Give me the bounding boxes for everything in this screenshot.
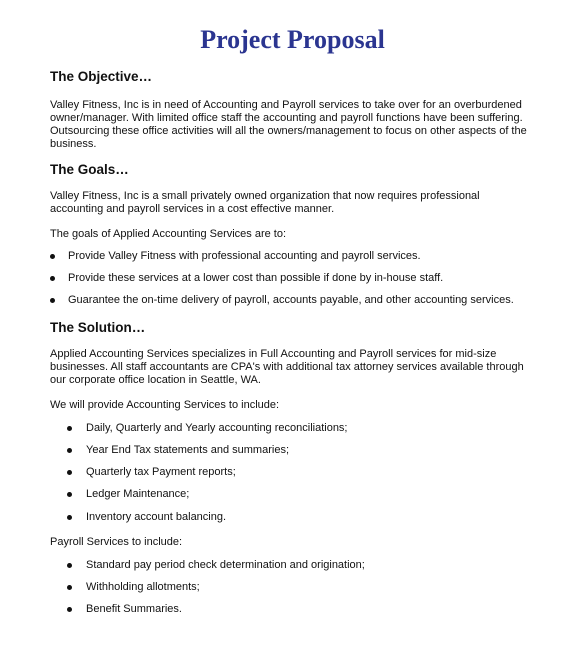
solution-line: businesses. All staff accountants are CPA's with additional tax attorney services available through — [50, 361, 524, 373]
solution-heading: The Solution… — [50, 320, 146, 335]
goals-intro: The goals of Applied Accounting Services are to: — [50, 228, 287, 240]
goals-bullet: Provide these services at a lower cost than possible if done by in-house staff. — [68, 272, 444, 284]
goals-bullet: Provide Valley Fitness with professional accounting and payroll services. — [68, 250, 421, 262]
accounting-bullet: Year End Tax statements and summaries; — [86, 444, 289, 456]
bullet-dot — [67, 492, 72, 497]
payroll-intro: Payroll Services to include: — [50, 536, 183, 548]
objective-line: Valley Fitness, Inc is in need of Accounting and Payroll services to take over for an overburdened — [50, 99, 522, 111]
accounting-bullet: Inventory account balancing. — [86, 511, 227, 523]
bullet-dot — [50, 298, 55, 303]
payroll-bullet: Withholding allotments; — [86, 581, 200, 593]
accounting-bullet: Daily, Quarterly and Yearly accounting reconciliations; — [86, 422, 348, 434]
goals-line: accounting and payroll services in a cost effective manner. — [50, 203, 335, 215]
document-title: Project Proposal — [200, 25, 385, 54]
solution-line: our corporate office location in Seattle, WA. — [50, 374, 261, 386]
solution-line: Applied Accounting Services specializes in Full Accounting and Payroll services for mid-size — [50, 348, 497, 360]
bullet-dot — [67, 448, 72, 453]
bullet-dot — [67, 607, 72, 612]
bullet-dot — [67, 563, 72, 568]
goals-paragraph — [50, 190, 550, 216]
goals-heading: The Goals… — [50, 162, 129, 177]
objective-heading: The Objective… — [50, 69, 153, 84]
objective-paragraph — [50, 99, 550, 151]
bullet-dot — [67, 585, 72, 590]
goals-line: Valley Fitness, Inc is a small privately owned organization that now requires professional — [50, 190, 480, 202]
objective-line: Outsourcing these office activities will all the owners/management to focus on other aspects of the — [50, 125, 527, 137]
payroll-bullet: Benefit Summaries. — [86, 603, 182, 615]
bullet-dot — [50, 254, 55, 259]
goals-bullet: Guarantee the on-time delivery of payroll, accounts payable, and other accounting services. — [68, 294, 514, 306]
payroll-bullet: Standard pay period check determination and origination; — [86, 559, 365, 571]
accounting-bullet: Ledger Maintenance; — [86, 488, 190, 500]
accounting-bullet: Quarterly tax Payment reports; — [86, 466, 236, 478]
bullet-dot — [50, 276, 55, 281]
accounting-intro: We will provide Accounting Services to include: — [50, 399, 280, 411]
bullet-dot — [67, 515, 72, 520]
bullet-dot — [67, 426, 72, 431]
objective-line: business. — [50, 138, 97, 150]
objective-line: owner/manager. With limited office staff the accounting and payroll functions have been suffering. — [50, 112, 523, 124]
bullet-dot — [67, 470, 72, 475]
solution-paragraph — [50, 348, 550, 387]
